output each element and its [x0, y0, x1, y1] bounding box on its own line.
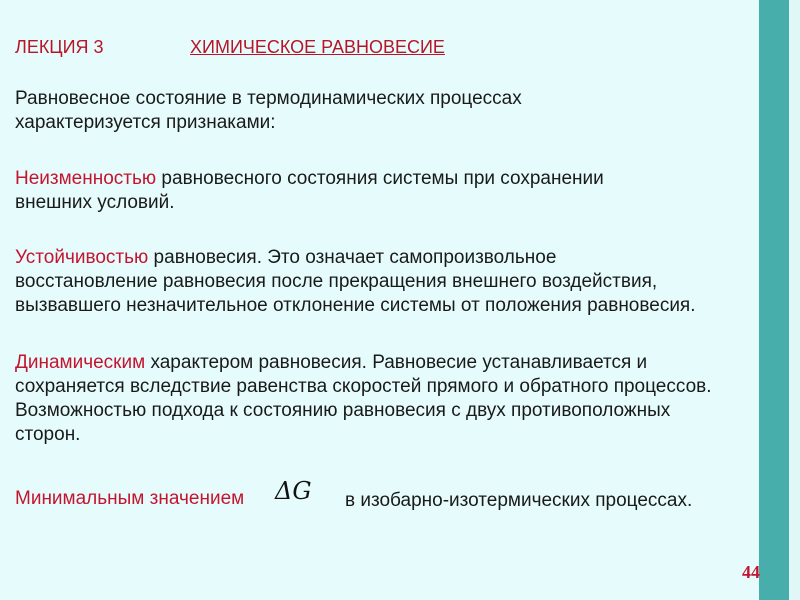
property-2-line-2: восстановление равновесия после прекращения внешнего воздействия, — [15, 271, 658, 292]
property-1-keyword: Неизменностью — [15, 168, 157, 189]
slide-content — [15, 0, 800, 600]
delta-g-formula: ΔG — [275, 477, 312, 505]
property-2-line-3: вызвавшего незначительное отклонение системы от положения равновесия. — [15, 295, 696, 316]
property-3-line-4: сторон. — [15, 424, 81, 445]
property-2-keyword: Устойчивостью — [15, 247, 149, 268]
property-2-text: равновесия. Это означает самопроизвольное — [148, 247, 557, 268]
property-4-text: в изобарно-изотермических процессах. — [345, 490, 693, 511]
intro-line-1: Равновесное состояние в термодинамических процессах — [15, 88, 522, 109]
lecture-topic: ХИМИЧЕСКОЕ РАВНОВЕСИЕ — [190, 37, 445, 57]
lecture-number: ЛЕКЦИЯ 3 — [15, 37, 104, 57]
property-3-line-2: сохраняется вследствие равенства скоростей прямого и обратного процессов. — [15, 376, 712, 397]
page-number: 44 — [742, 562, 760, 582]
property-3 — [15, 351, 712, 447]
property-3-text: характером равновесия. Равновесие устанавливается и — [145, 352, 648, 373]
property-1 — [15, 167, 604, 215]
property-3-keyword: Динамическим — [15, 352, 146, 373]
property-1-text: равновесного состояния системы при сохранении — [156, 168, 604, 189]
property-1-line-2: внешних условий. — [15, 192, 175, 213]
intro-text — [15, 87, 522, 135]
intro-line-2: характеризуется признаками: — [15, 112, 276, 133]
property-2 — [15, 246, 696, 318]
property-4 — [15, 487, 244, 511]
property-3-line-3: Возможностью подхода к состоянию равновесия с двух противоположных — [15, 400, 671, 421]
property-4-keyword: Минимальным значением — [15, 488, 245, 509]
slide-title — [15, 35, 445, 59]
